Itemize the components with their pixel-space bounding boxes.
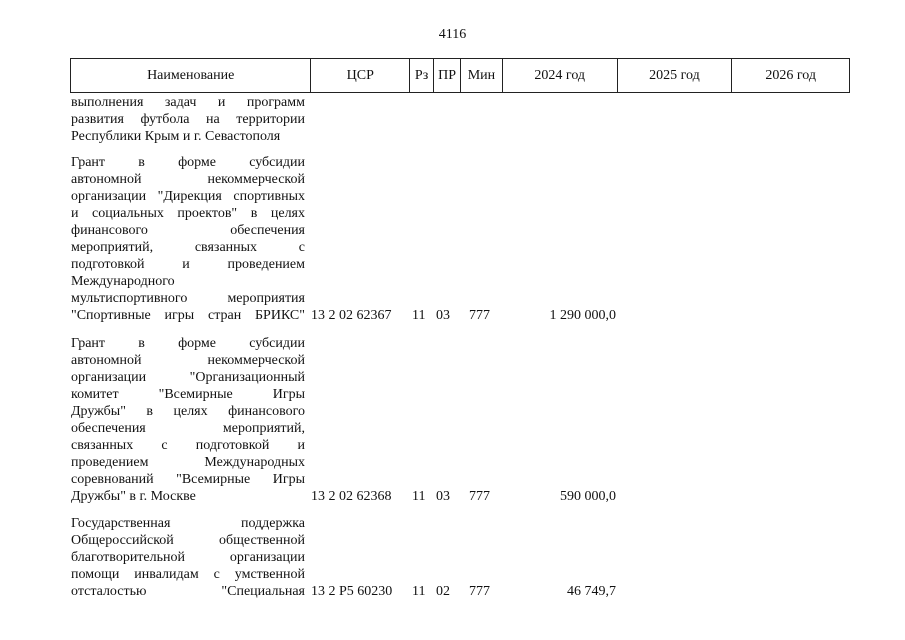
- page-number: 4116: [438, 27, 467, 42]
- name-line: организации "Дирекция спортивных: [71, 189, 305, 204]
- header-name: Наименование: [71, 59, 311, 92]
- name-line: Дружбы" в г. Москве: [71, 489, 196, 504]
- name-line: отсталостью "Специальная: [71, 584, 305, 599]
- name-line: помощи инвалидам с умственной: [71, 567, 305, 582]
- name-line: мультиспортивного мероприятия: [71, 291, 305, 306]
- row-min: 777: [469, 489, 490, 504]
- name-line: автономной некоммерческой: [71, 172, 305, 187]
- name-line: финансового обеспечения: [71, 223, 305, 238]
- row-name: [71, 154, 305, 324]
- row-min: 777: [469, 584, 490, 599]
- row-csr: 13 2 P5 60230: [311, 584, 393, 599]
- name-line: Республики Крым и г. Севастополя: [71, 129, 281, 144]
- header-2026: 2026 год: [765, 67, 816, 83]
- name-line: подготовкой и проведением: [71, 257, 305, 272]
- header-2024: 2024 год: [503, 59, 618, 92]
- table-header: [70, 58, 850, 93]
- name-line: "Спортивные игры стран БРИКС": [71, 308, 305, 323]
- name-line: Государственная поддержка: [71, 516, 305, 531]
- name-line: автономной некоммерческой: [71, 353, 305, 368]
- name-line: выполнения задач и программ: [71, 95, 305, 110]
- name-line: благотворительной организации: [71, 550, 305, 565]
- name-line: обеспечения мероприятий,: [71, 421, 305, 436]
- row-pr: 02: [436, 584, 450, 599]
- name-line: Общероссийской общественной: [71, 533, 305, 548]
- name-line: Дружбы" в целях финансового: [71, 404, 305, 419]
- name-line: и социальных проектов" в целях: [71, 206, 305, 221]
- name-line: Международного: [71, 274, 175, 289]
- header-rz: Рз: [410, 59, 434, 92]
- row-csr: 13 2 02 62368: [311, 489, 392, 504]
- row-rz: 11: [412, 489, 426, 504]
- name-line: организации "Организационный: [71, 370, 305, 385]
- header-csr: ЦСР: [311, 59, 410, 92]
- name-line: Грант в форме субсидии: [71, 155, 305, 170]
- row-pr: 03: [436, 308, 450, 323]
- row-2024: 590 000,0: [560, 489, 616, 504]
- header-2025: 2025 год: [618, 59, 733, 92]
- name-line: проведением Международных: [71, 455, 305, 470]
- name-line: развития футбола на территории: [71, 112, 305, 127]
- name-line: мероприятий, связанных с: [71, 240, 305, 255]
- row-2024: 1 290 000,0: [549, 308, 616, 323]
- row-name: [71, 515, 305, 600]
- row-csr: 13 2 02 62367: [311, 308, 392, 323]
- name-line: Грант в форме субсидии: [71, 336, 305, 351]
- header-min: Мин: [461, 59, 503, 92]
- row-min: 777: [469, 308, 490, 323]
- row-2024: 46 749,7: [567, 584, 616, 599]
- row-pr: 03: [436, 489, 450, 504]
- name-line: связанных с подготовкой и: [71, 438, 305, 453]
- row-name: [71, 94, 305, 145]
- row-name: [71, 335, 305, 505]
- header-pr: ПР: [434, 59, 461, 92]
- name-line: комитет "Всемирные Игры: [71, 387, 305, 402]
- name-line: соревнований "Всемирные Игры: [71, 472, 305, 487]
- row-rz: 11: [412, 308, 426, 323]
- row-rz: 11: [412, 584, 426, 599]
